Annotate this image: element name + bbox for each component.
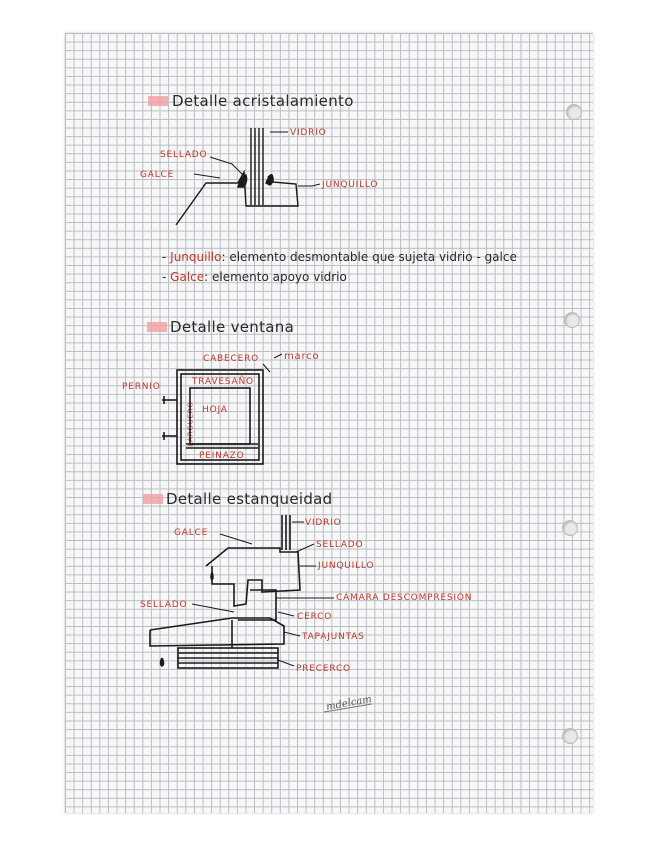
diagram-ventana — [162, 354, 282, 464]
note-text: : elemento apoyo vidrio — [204, 270, 347, 284]
label-camara-descompresion: CÁMARA DESCOMPRESIÓN — [336, 593, 473, 603]
note-term: Junquillo — [170, 250, 222, 264]
label-sellado: SELLADO — [140, 600, 188, 610]
label-junquillo: JUNQUILLO — [318, 561, 375, 571]
label-sellado: SELLADO — [316, 540, 364, 550]
note-term: Galce — [170, 270, 205, 284]
label-vidrio: VIDRIO — [305, 518, 342, 528]
label-cabecero: CABECERO — [203, 354, 260, 364]
label-pernio: PERNIO — [122, 382, 161, 392]
label-travesano: TRAVESAÑO — [192, 377, 254, 387]
label-tapajuntas: TAPAJUNTAS — [302, 632, 365, 642]
label-vidrio: VIDRIO — [290, 128, 327, 138]
label-sellado: SELLADO — [160, 150, 208, 160]
label-precerco: PRECERCO — [296, 664, 351, 674]
section-title-acristalamiento: Detalle acristalamiento — [172, 92, 354, 110]
diagram-estanqueidad — [150, 515, 334, 668]
section-title-ventana: Detalle ventana — [170, 318, 295, 336]
label-junquillo: JUNQUILLO — [322, 180, 379, 190]
signature: mdelcam — [325, 694, 373, 713]
label-galce: GALCE — [140, 170, 175, 180]
note-galce: - Galce: elemento apoyo vidrio — [162, 270, 347, 284]
label-galce: GALCE — [174, 528, 209, 538]
note-junquillo: - Junquillo: elemento desmontable que sujeta vidrio - galce — [162, 250, 517, 264]
diagram-acristalamiento — [176, 128, 320, 225]
label-marco: marco — [284, 351, 320, 362]
label-hoja: HOJA — [202, 405, 228, 415]
section-title-estanqueidad: Detalle estanqueidad — [166, 490, 333, 508]
label-larguero: LARGUERO — [186, 401, 195, 447]
label-peinazo: PEINAZO — [199, 451, 245, 461]
signature-underline — [324, 704, 372, 712]
label-cerco: CERCO — [297, 612, 333, 622]
note-text: : elemento desmontable que sujeta vidrio - galce — [221, 250, 517, 264]
